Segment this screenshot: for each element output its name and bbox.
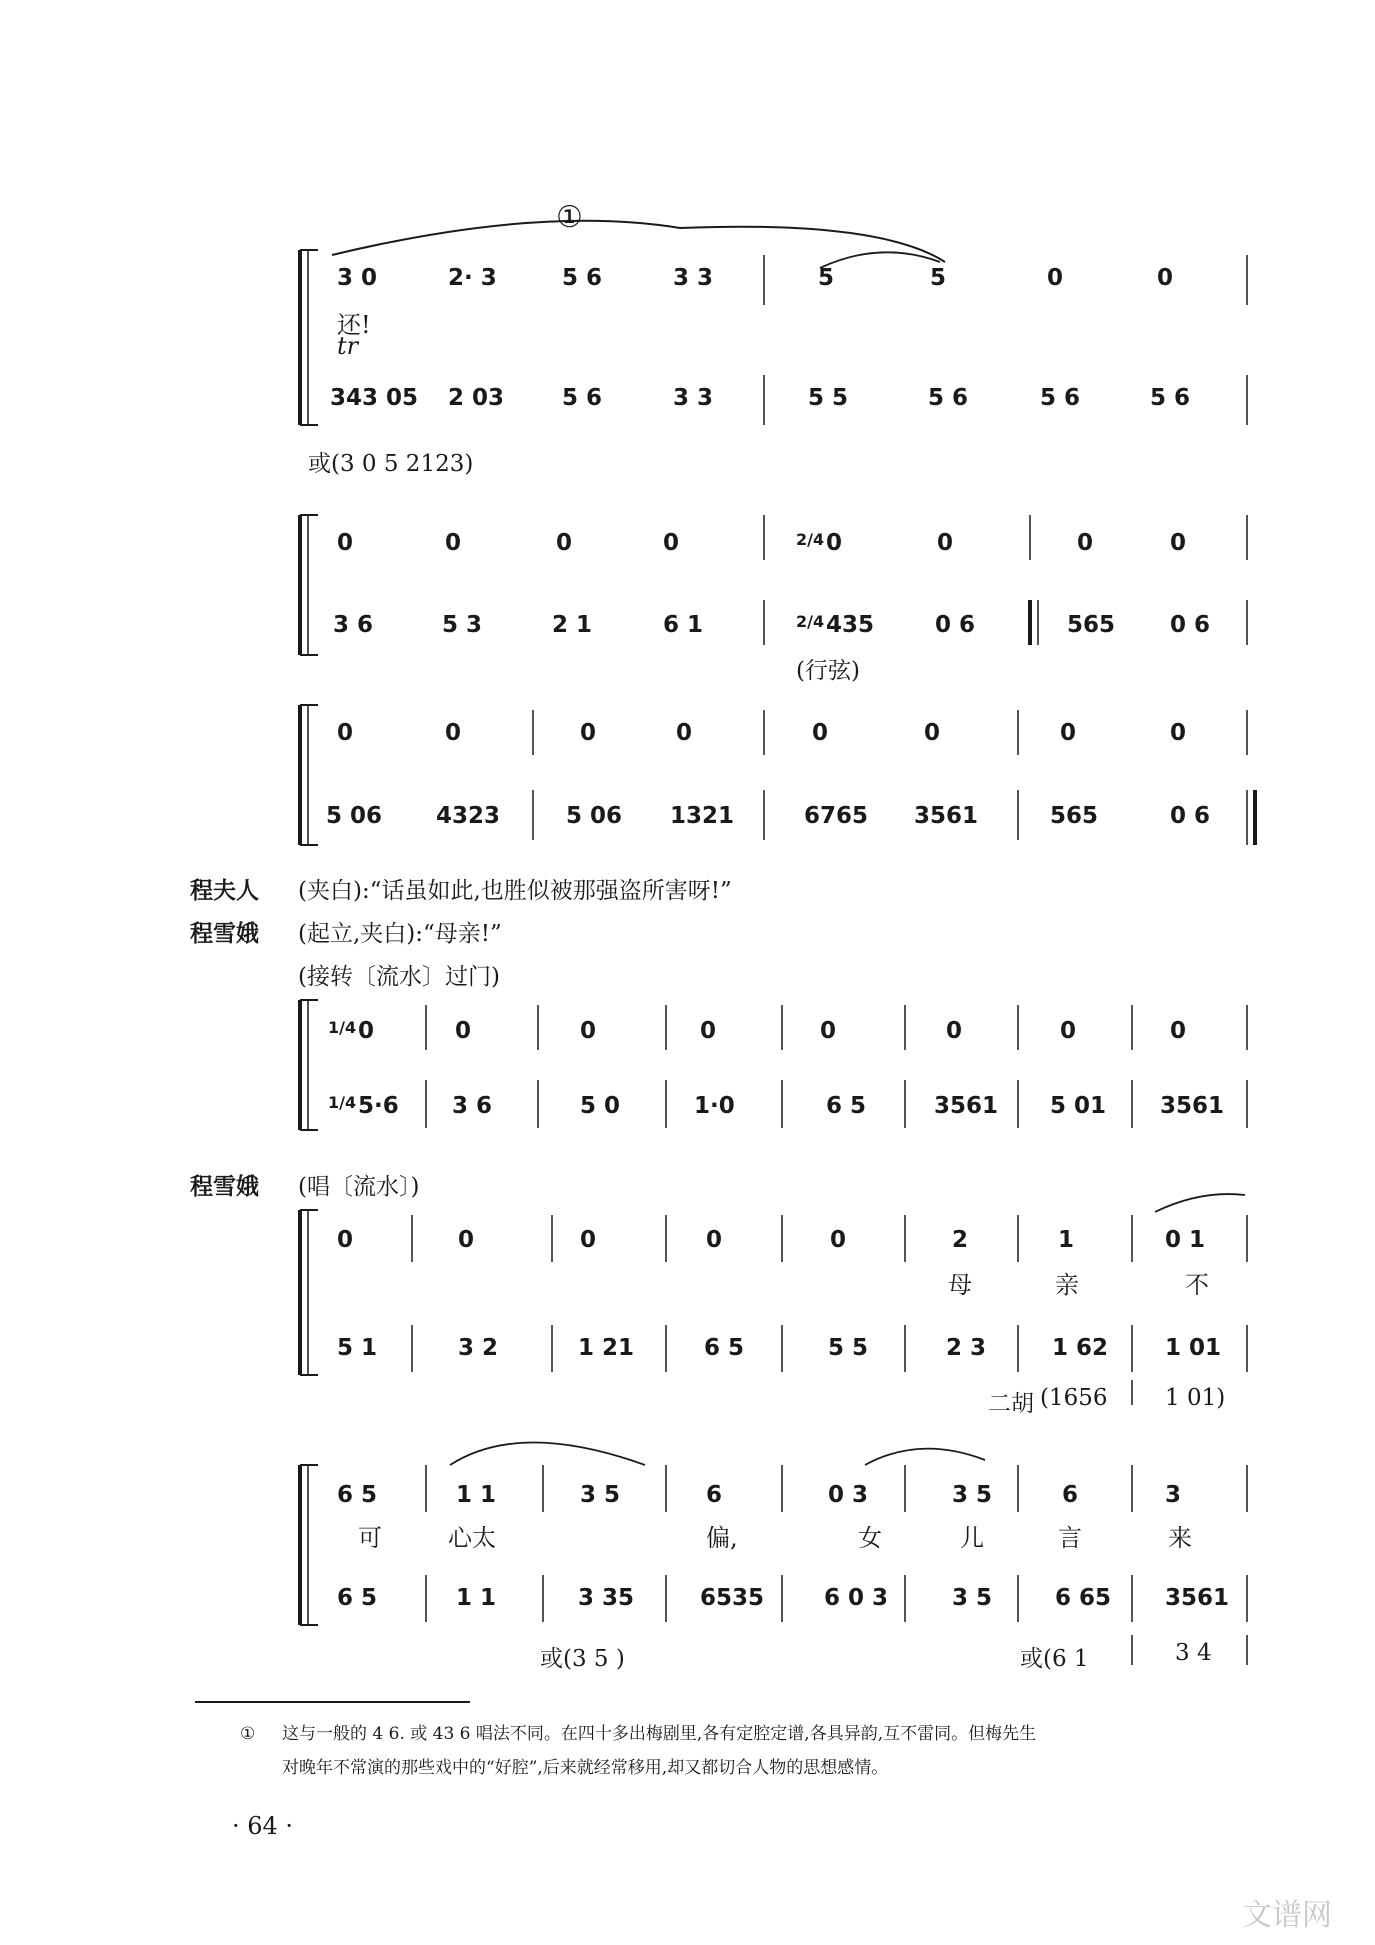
- s6-accomp-5: 6 0 3: [824, 1585, 889, 1611]
- s5-accomp-8: 1 01: [1165, 1335, 1222, 1361]
- s1-accomp-7: 5 6: [1040, 385, 1081, 411]
- s3-vocal-6: 0: [924, 720, 941, 746]
- s2-accomp-7: 565: [1067, 612, 1116, 638]
- s5-accomp-7: 1 62: [1052, 1335, 1109, 1361]
- s3-vocal-2: 0: [445, 720, 462, 746]
- s2-vocal-7: 0: [1077, 530, 1094, 556]
- s5-erhu-variant-1: (1656: [1040, 1385, 1108, 1411]
- s6-accomp-6: 3 5: [952, 1585, 993, 1611]
- s4-vocal-4: 0: [700, 1018, 717, 1044]
- s3-accomp-8: 0 6: [1170, 803, 1211, 829]
- s5-erhu-label: 二胡: [988, 1391, 1034, 1417]
- s3-accomp-5: 6765: [804, 803, 869, 829]
- s6-vocal-2: 1 1: [456, 1482, 497, 1508]
- dialogue-text-2: (起立,夹白):“母亲!”: [298, 921, 502, 947]
- s6-vocal-1: 6 5: [337, 1482, 378, 1508]
- s5-lyric-1: 母: [948, 1271, 972, 1299]
- s6-lyric-3: 偏,: [706, 1524, 738, 1552]
- s3-vocal-5: 0: [812, 720, 829, 746]
- s1-vocal-1: 3 0: [337, 265, 378, 291]
- dialogue-speaker-1: 程夫人: [190, 878, 259, 904]
- s6-accomp-3: 3 35: [578, 1585, 635, 1611]
- s5-vocal-2: 0: [458, 1227, 475, 1253]
- s3-vocal-8: 0: [1170, 720, 1187, 746]
- s6-vocal-4: 6: [706, 1482, 723, 1508]
- s3-vocal-4: 0: [676, 720, 693, 746]
- s2-vocal-3: 0: [556, 530, 573, 556]
- s3-accomp-1: 5 06: [326, 803, 383, 829]
- s5-vocal-4: 0: [706, 1227, 723, 1253]
- sing-speaker: 程雪娥: [190, 1174, 259, 1200]
- s1-accomp-3: 5 6: [562, 385, 603, 411]
- s6-vocal-6: 3 5: [952, 1482, 993, 1508]
- s1-accomp-8: 5 6: [1150, 385, 1191, 411]
- s4-vocal-7: 0: [1060, 1018, 1077, 1044]
- s2-vocal-5: 0: [826, 530, 843, 556]
- s1-trill: tr: [337, 332, 359, 360]
- dialogue-text-3: (接转〔流水〕过门): [298, 964, 500, 990]
- s2-vocal-1: 0: [337, 530, 354, 556]
- s2-vocal-8: 0: [1170, 530, 1187, 556]
- s4-accomp-3: 5 0: [580, 1093, 621, 1119]
- s2-accomp-4: 6 1: [663, 612, 704, 638]
- s1-variant: 或(3 0 5 2123): [308, 451, 474, 477]
- s2-time-sig: 2/4: [796, 530, 825, 549]
- s4-vocal-8: 0: [1170, 1018, 1187, 1044]
- s4-vocal-1: 0: [358, 1018, 375, 1044]
- s5-vocal-6: 2: [952, 1227, 969, 1253]
- s6-vocal-5: 0 3: [828, 1482, 869, 1508]
- s1-vocal-7: 0: [1047, 265, 1064, 291]
- s5-accomp-1: 5 1: [337, 1335, 378, 1361]
- s1-vocal-2: 2· 3: [448, 265, 497, 291]
- s6-lyric-5: 儿: [960, 1524, 984, 1552]
- s4-accomp-2: 3 6: [452, 1093, 493, 1119]
- s3-accomp-4: 1321: [670, 803, 735, 829]
- dialogue-text-1: (夹白):“话虽如此,也胜似被那强盗所害呀!”: [298, 878, 732, 904]
- s2-accomp-5: 435: [826, 612, 875, 638]
- s3-accomp-3: 5 06: [566, 803, 623, 829]
- s4-accomp-1: 5·6: [358, 1093, 399, 1119]
- s3-accomp-2: 4323: [436, 803, 501, 829]
- s1-vocal-8: 0: [1157, 265, 1174, 291]
- s4-vocal-2: 0: [455, 1018, 472, 1044]
- s4-accomp-8: 3561: [1160, 1093, 1225, 1119]
- footnote-line-1: 这与一般的 4 6. 或 43 6 唱法不同。在四十多出梅剧里,各有定腔定谱,各具异韵,互不雷同。但梅先生: [282, 1724, 1037, 1744]
- s4-accomp-4: 1·0: [694, 1093, 735, 1119]
- s5-accomp-6: 2 3: [946, 1335, 987, 1361]
- s5-accomp-2: 3 2: [458, 1335, 499, 1361]
- s2-note-text: (行弦): [796, 658, 860, 684]
- s2-vocal-2: 0: [445, 530, 462, 556]
- footnote-line-2: 对晚年不常演的那些戏中的“好腔”,后来就经常移用,却又都切合人物的思想感情。: [282, 1758, 889, 1778]
- s1-accomp-6: 5 6: [928, 385, 969, 411]
- s1-vocal-3: 5 6: [562, 265, 603, 291]
- s4-accomp-6: 3561: [934, 1093, 999, 1119]
- s4-accomp-7: 5 01: [1050, 1093, 1107, 1119]
- s6-vocal-3: 3 5: [580, 1482, 621, 1508]
- footnote-mark: ①: [240, 1724, 256, 1744]
- s5-vocal-3: 0: [580, 1227, 597, 1253]
- s6-variant-3: 3 4: [1175, 1640, 1212, 1666]
- s1-vocal-5: 5: [818, 265, 835, 291]
- s4-vocal-6: 0: [946, 1018, 963, 1044]
- s3-vocal-1: 0: [337, 720, 354, 746]
- s5-lyric-3: 不: [1185, 1271, 1209, 1299]
- s1-accomp-2: 2 03: [448, 385, 505, 411]
- s3-vocal-3: 0: [580, 720, 597, 746]
- s5-accomp-4: 6 5: [704, 1335, 745, 1361]
- s1-vocal-6: 5: [930, 265, 947, 291]
- s5-lyric-2: 亲: [1055, 1271, 1079, 1299]
- s5-vocal-5: 0: [830, 1227, 847, 1253]
- s1-vocal-4: 3 3: [673, 265, 714, 291]
- s2-vocal-4: 0: [663, 530, 680, 556]
- s6-accomp-4: 6535: [700, 1585, 765, 1611]
- s5-accomp-3: 1 21: [578, 1335, 635, 1361]
- s2-accomp-3: 2 1: [552, 612, 593, 638]
- s3-vocal-7: 0: [1060, 720, 1077, 746]
- s6-lyric-7: 来: [1168, 1524, 1192, 1552]
- s6-lyric-6: 言: [1058, 1524, 1082, 1552]
- circle-mark: ①: [556, 200, 583, 235]
- s3-accomp-6: 3561: [914, 803, 979, 829]
- s3-accomp-7: 565: [1050, 803, 1099, 829]
- watermark-text: 文谱网: [1242, 1898, 1332, 1933]
- system-5-lines: [300, 1194, 1247, 1405]
- s6-vocal-7: 6: [1062, 1482, 1079, 1508]
- s6-lyric-2: 心太: [448, 1524, 496, 1552]
- s6-accomp-7: 6 65: [1055, 1585, 1112, 1611]
- dialogue-speaker-2: 程雪娥: [190, 921, 259, 947]
- s2-accomp-8: 0 6: [1170, 612, 1211, 638]
- s4-vocal-3: 0: [580, 1018, 597, 1044]
- page-number: · 64 ·: [232, 1812, 294, 1840]
- s2-accomp-6: 0 6: [935, 612, 976, 638]
- sing-text: (唱〔流水〕): [298, 1174, 420, 1200]
- s1-accomp-1: 343 05: [330, 385, 419, 411]
- s4-time-sig: 1/4: [328, 1018, 357, 1037]
- s6-accomp-1: 6 5: [337, 1585, 378, 1611]
- s4-accomp-5: 6 5: [826, 1093, 867, 1119]
- s5-vocal-1: 0: [337, 1227, 354, 1253]
- s6-variant-2: 或(6 1: [1020, 1646, 1089, 1672]
- s5-vocal-8: 0 1: [1165, 1227, 1206, 1253]
- s6-vocal-8: 3: [1165, 1482, 1182, 1508]
- s6-accomp-8: 3561: [1165, 1585, 1230, 1611]
- s1-accomp-5: 5 5: [808, 385, 849, 411]
- s2-accomp-2: 5 3: [442, 612, 483, 638]
- s2-time-sig-accomp: 2/4: [796, 612, 825, 631]
- s5-vocal-7: 1: [1058, 1227, 1075, 1253]
- s1-lyric: 还!: [337, 311, 371, 339]
- system-1-lines: [300, 221, 1247, 425]
- s1-accomp-4: 3 3: [673, 385, 714, 411]
- s6-lyric-1: 可: [358, 1524, 382, 1552]
- s5-accomp-5: 5 5: [828, 1335, 869, 1361]
- system-6-lines: [300, 1443, 1247, 1666]
- s5-erhu-variant-2: 1 01): [1165, 1385, 1226, 1411]
- s6-variant-1: 或(3 5 ): [540, 1646, 625, 1672]
- s4-vocal-5: 0: [820, 1018, 837, 1044]
- s6-lyric-4: 女: [858, 1524, 882, 1552]
- s2-vocal-6: 0: [937, 530, 954, 556]
- s4-time-sig-accomp: 1/4: [328, 1093, 357, 1112]
- s2-accomp-1: 3 6: [333, 612, 374, 638]
- s6-accomp-2: 1 1: [456, 1585, 497, 1611]
